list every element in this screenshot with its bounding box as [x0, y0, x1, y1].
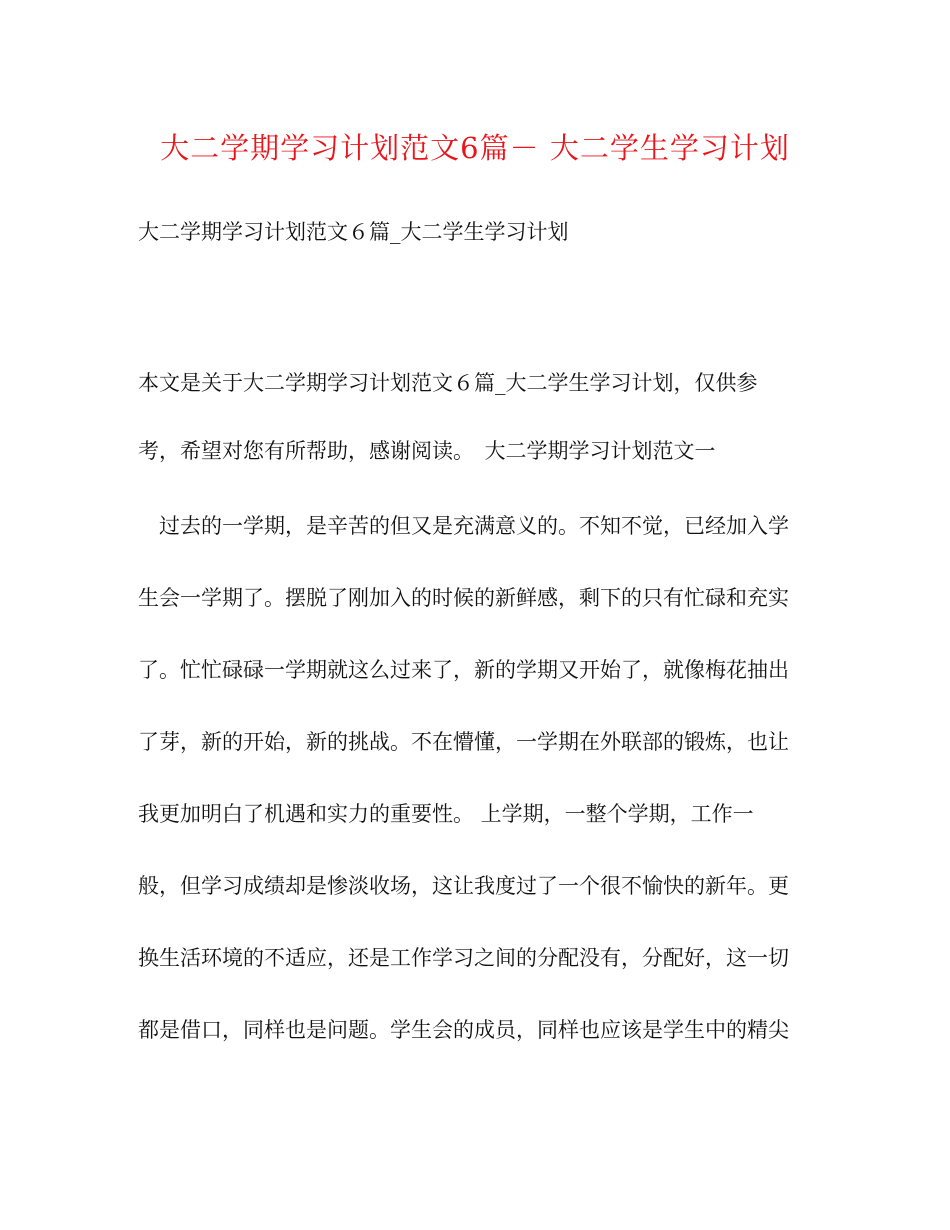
body-line-1: 本文是关于大二学期学习计划范文６篇_大二学生学习计划，仅供参: [138, 371, 758, 395]
body-line-7: 我更加明白了机遇和实力的重要性。 上学期，一整个学期，工作一: [138, 802, 754, 826]
document-subtitle: 大二学期学习计划范文６篇_大二学生学习计划: [138, 220, 569, 244]
body-line-8: 般，但学习成绩却是惨淡收场，这让我度过了一个很不愉快的新年。更: [138, 874, 789, 898]
body-line-2: 考，希望对您有所帮助，感谢阅读。 大二学期学习计划范文一: [138, 439, 716, 463]
body-line-9: 换生活环境的不适应，还是工作学习之间的分配没有，分配好，这一切: [138, 946, 789, 970]
body-line-3: 过去的一学期，是辛苦的但又是充满意义的。不知不觉，已经加入学: [138, 514, 789, 538]
body-line-10: 都是借口，同样也是问题。学生会的成员，同样也应该是学生中的精尖: [138, 1018, 789, 1042]
document-title: 大二学期学习计划范文6篇－ 大二学生学习计划: [160, 131, 790, 165]
body-line-5: 了。忙忙碌碌一学期就这么过来了，新的学期又开始了，就像梅花抽出: [138, 658, 789, 682]
body-line-6: 了芽，新的开始，新的挑战。不在懵懂，一学期在外联部的锻炼，也让: [138, 730, 789, 754]
body-line-4: 生会一学期了。摆脱了刚加入的时候的新鲜感，剩下的只有忙碌和充实: [138, 586, 789, 610]
